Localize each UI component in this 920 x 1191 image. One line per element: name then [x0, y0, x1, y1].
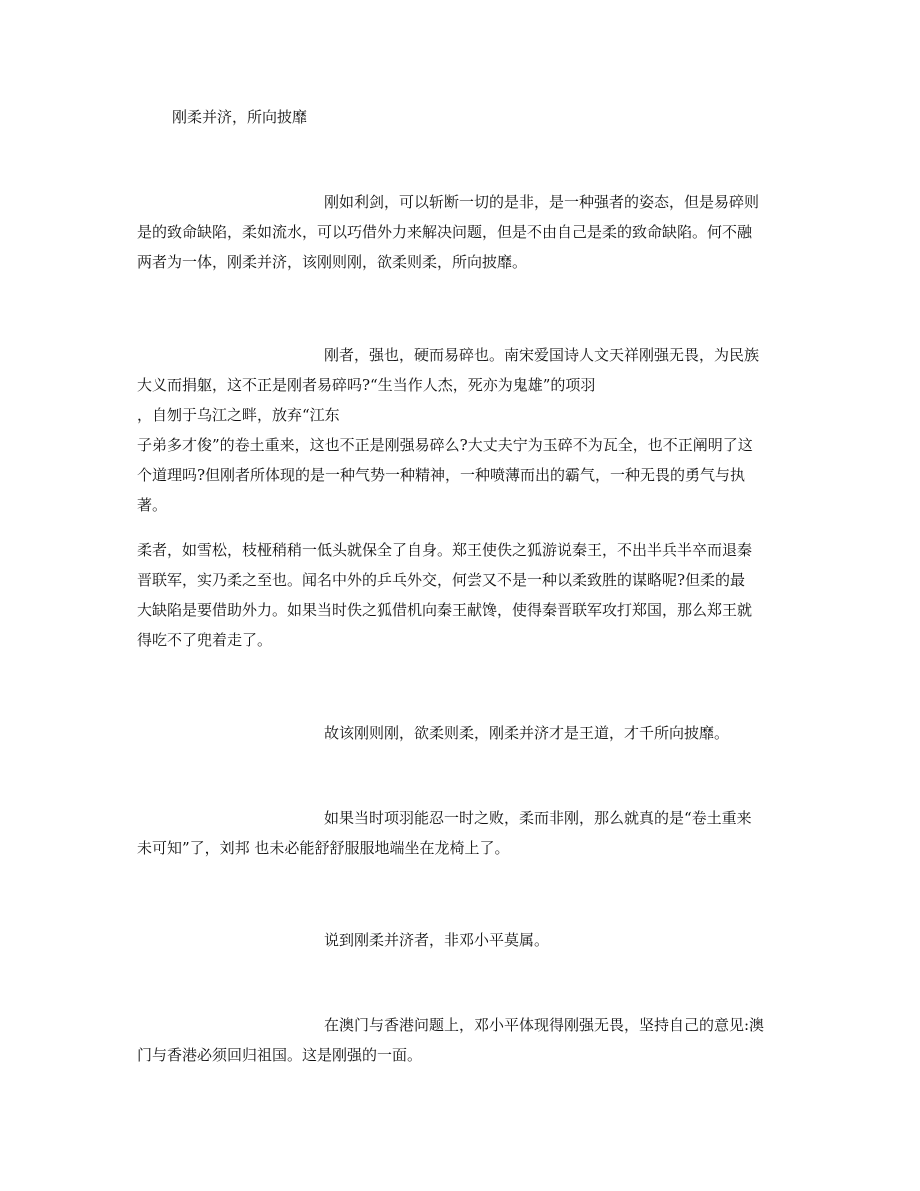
paragraph-1	[137, 187, 787, 277]
paragraph-line: 刚如利剑，可以斩断一切的是非，是一种强者的姿态，但是易碎则	[324, 193, 760, 211]
paragraph-line: 得吃不了兜着走了。	[137, 631, 273, 649]
paragraph-line: 柔者，如雪松，枝桠稍稍一低头就保全了自身。郑王使佚之狐游说秦王，不出半兵半卒而退秦	[137, 541, 753, 559]
document-title: 刚柔并济，所向披靡	[172, 108, 308, 126]
paragraph-line: 未可知”了，刘邦 也未必能舒舒服服地端坐在龙椅上了。	[137, 839, 510, 857]
paragraph-line: 晋联军，实乃柔之至也。闻名中外的乒乓外交，何尝又不是一种以柔致胜的谋略呢?但柔的最	[137, 571, 746, 589]
paragraph-line: ，自刎于乌江之畔，放弃“江东	[137, 406, 340, 424]
paragraph-line: 是的致命缺陷，柔如流水，可以巧借外力来解决问题，但是不由自己是柔的致命缺陷。何不融	[137, 223, 753, 241]
paragraph-line: 两者为一体，刚柔并济，该刚则刚，欲柔则柔，所向披靡。	[137, 253, 528, 271]
paragraph-line: 门与香港必须回归祖国。这是刚强的一面。	[137, 1046, 423, 1064]
paragraph-line: 说到刚柔并济者，非邓小平莫属。	[324, 931, 550, 949]
paragraph-6	[137, 925, 787, 955]
paragraph-3	[137, 535, 787, 655]
paragraph-5	[137, 803, 787, 863]
paragraph-line: 大缺陷是要借助外力。如果当时佚之狐借机向秦王献馋，使得秦晋联军攻打郑国，那么郑王就	[137, 601, 753, 619]
paragraph-line: 个道理吗?但刚者所体现的是一种气势一种精神，一种喷薄而出的霸气，一种无畏的勇气与执	[137, 466, 746, 484]
paragraph-line: 大义而捐躯，这不正是刚者易碎吗?“生当作人杰，死亦为鬼雄”的项羽	[137, 376, 596, 394]
paragraph-line: 刚者，强也，硬而易碎也。南宋爱国诗人文天祥刚强无畏，为民族	[324, 346, 760, 364]
paragraph-line: 子弟多才俊”的卷土重来，这也不正是刚强易碎么?大丈夫宁为玉碎不为瓦全，也不正阐明了这	[137, 436, 753, 454]
paragraph-line: 故该刚则刚，欲柔则柔，刚柔并济才是王道，才千所向披靡。	[324, 724, 730, 742]
paragraph-4	[137, 718, 787, 748]
paragraph-line: 著。	[137, 496, 168, 514]
paragraph-line: 如果当时项羽能忍一时之败，柔而非刚，那么就真的是“卷土重来	[324, 809, 752, 827]
paragraph-line: 在澳门与香港问题上，邓小平体现得刚强无畏，坚持自己的意见:澳	[324, 1016, 765, 1034]
paragraph-7	[137, 1010, 787, 1070]
paragraph-2	[137, 340, 787, 520]
